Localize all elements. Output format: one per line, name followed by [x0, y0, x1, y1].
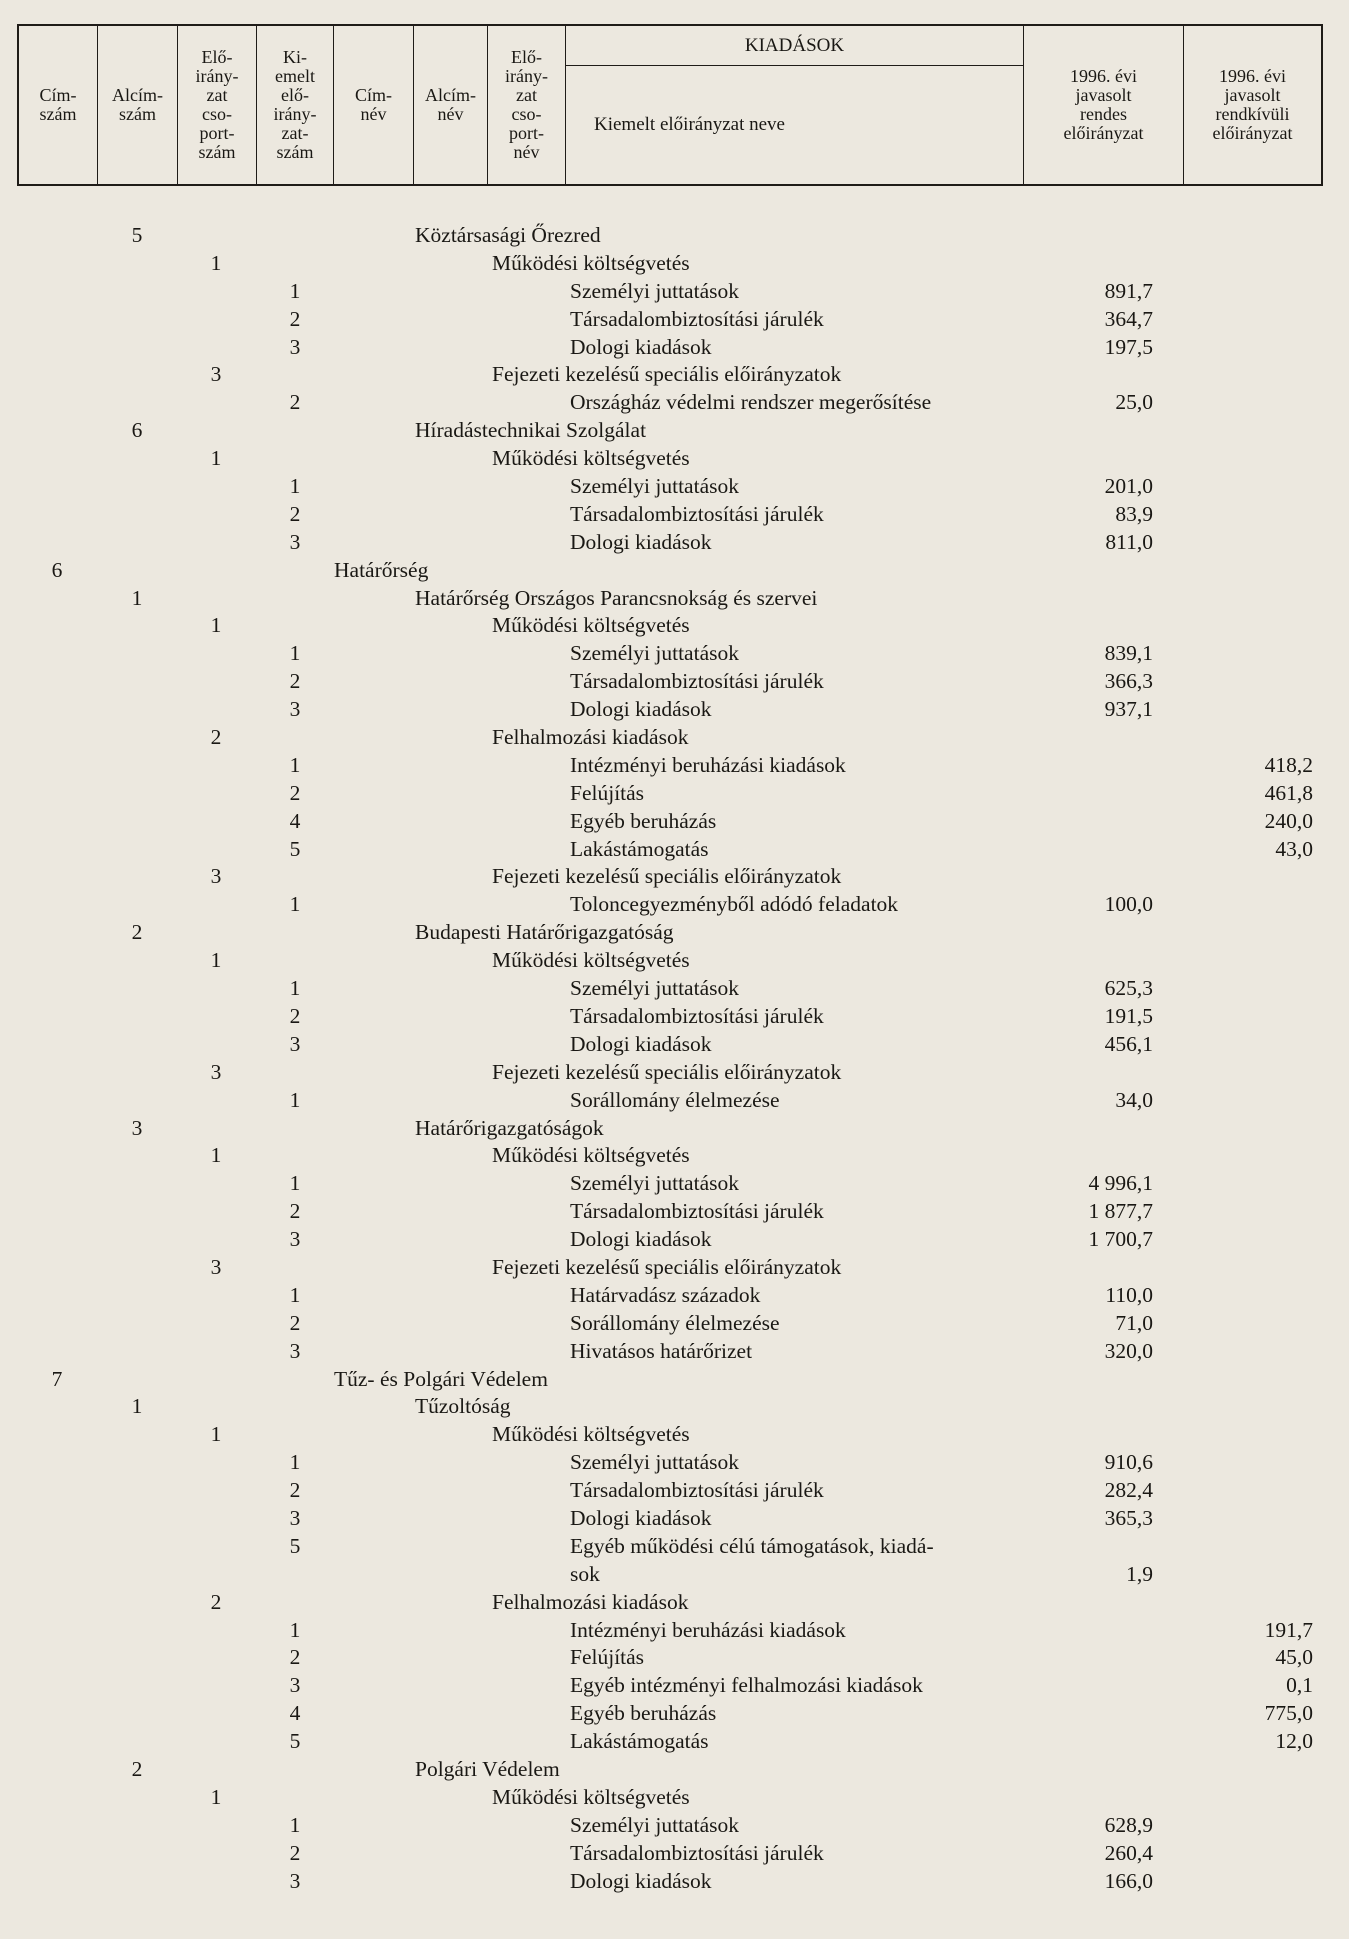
row-code: 1 [210, 613, 222, 638]
table-row [0, 417, 1349, 445]
table-row [0, 445, 1349, 473]
row-rendes-value: 71,0 [1115, 1310, 1153, 1335]
row-rendes-value: 365,3 [1104, 1505, 1153, 1530]
row-name: Fejezeti kezelésű speciális előirányzatok [492, 1254, 842, 1279]
table-row [0, 891, 1349, 919]
row-rendes-value: 282,4 [1104, 1478, 1153, 1503]
table-row [0, 529, 1349, 557]
header-kiemelt-eloiranyzat-szam-label: Ki- emelt elő- irány- zat- szám [273, 47, 317, 162]
table-row [0, 1477, 1349, 1505]
row-name: Felhalmozási kiadások [492, 725, 689, 750]
row-name: Országház védelmi rendszer megerősítése [570, 390, 932, 415]
row-code: 1 [210, 446, 222, 471]
row-code: 2 [289, 1003, 301, 1028]
row-code: 3 [289, 529, 301, 554]
row-code: 1 [289, 892, 301, 917]
row-name: Határőrség [334, 557, 429, 582]
table-row [0, 696, 1349, 724]
header-rendes-label: 1996. évi javasolt rendes előirányzat [1063, 66, 1144, 143]
row-code: 5 [289, 1729, 301, 1754]
header-cimnev-label: Cím- név [354, 85, 392, 124]
row-name: Sorállomány élelmezése [570, 1087, 780, 1112]
header-cimnev [334, 26, 414, 184]
row-code: 2 [289, 1840, 301, 1865]
table-row [0, 222, 1349, 250]
row-rendes-value: 110,0 [1105, 1282, 1153, 1307]
table-row [0, 752, 1349, 780]
row-name: Lakástámogatás [570, 836, 709, 861]
row-code: 2 [289, 306, 301, 331]
row-name: Egyéb intézményi felhalmozási kiadások [570, 1673, 923, 1698]
row-code: 1 [210, 948, 222, 973]
row-code: 3 [289, 1868, 301, 1893]
row-rendes-value: 937,1 [1104, 697, 1153, 722]
table-row [0, 1142, 1349, 1170]
row-name: Személyi juttatások [570, 641, 739, 666]
table-row [0, 1756, 1349, 1784]
table-row [0, 1254, 1349, 1282]
row-code: 3 [210, 1254, 222, 1279]
row-name: Budapesti Határőrigazgatóság [415, 920, 674, 945]
table-row [0, 780, 1349, 808]
table-row [0, 1282, 1349, 1310]
row-name: Társadalombiztosítási járulék [570, 1199, 824, 1224]
row-rendes-value: 100,0 [1104, 892, 1153, 917]
table-row [0, 724, 1349, 752]
table-row [0, 1868, 1349, 1896]
header-eloiranyzat-csoport-szam-label: Elő- irány- zat cso- port- szám [195, 47, 239, 162]
row-code: 5 [289, 836, 301, 861]
row-rendkivuli-value: 418,2 [1264, 752, 1313, 777]
row-code: 1 [210, 1143, 222, 1168]
row-name: Személyi juttatások [570, 474, 739, 499]
row-name: Társadalombiztosítási járulék [570, 306, 824, 331]
table-row [0, 1644, 1349, 1672]
row-code: 7 [51, 1366, 63, 1391]
header-eloiranyzat-csoport-nev-label: Elő- irány- zat cso- port- név [505, 47, 548, 162]
row-rendes-value: 1 700,7 [1088, 1227, 1153, 1252]
row-rendes-value: 456,1 [1104, 1031, 1153, 1056]
row-code: 3 [131, 1115, 143, 1140]
row-rendes-value: 25,0 [1115, 390, 1153, 415]
row-name: Tűz- és Polgári Védelem [334, 1366, 548, 1391]
table-row [0, 1393, 1349, 1421]
row-rendes-value: 364,7 [1104, 306, 1153, 331]
row-name: Fejezeti kezelésű speciális előirányzatok [492, 362, 842, 387]
row-rendes-value: 625,3 [1104, 976, 1153, 1001]
row-name: Fejezeti kezelésű speciális előirányzatok [492, 864, 842, 889]
table-row [0, 640, 1349, 668]
table-row [0, 585, 1349, 613]
row-code: 3 [289, 697, 301, 722]
row-rendkivuli-value: 0,1 [1286, 1673, 1313, 1698]
table-row [0, 557, 1349, 585]
row-code: 2 [289, 1310, 301, 1335]
row-rendes-value: 891,7 [1104, 278, 1153, 303]
row-rendes-value: 83,9 [1115, 501, 1153, 526]
row-code: 3 [210, 1059, 222, 1084]
row-name: Működési költségvetés [492, 250, 690, 275]
table-row [0, 473, 1349, 501]
row-name: Személyi juttatások [570, 1171, 739, 1196]
row-name: Működési költségvetés [492, 446, 690, 471]
table-row [0, 1170, 1349, 1198]
row-code: 1 [131, 1394, 143, 1419]
row-name: Intézményi beruházási kiadások [570, 752, 846, 777]
row-rendkivuli-value: 45,0 [1275, 1645, 1313, 1670]
row-name: Működési költségvetés [492, 613, 690, 638]
table-row [0, 1840, 1349, 1868]
table-row [0, 1449, 1349, 1477]
row-code: 6 [131, 418, 143, 443]
row-code: 2 [289, 1199, 301, 1224]
table-row [0, 361, 1349, 389]
budget-rows [0, 222, 1349, 1895]
row-code: 1 [131, 585, 143, 610]
row-code: 2 [289, 780, 301, 805]
table-row [0, 1784, 1349, 1812]
row-code: 1 [289, 474, 301, 499]
row-code: 2 [210, 1589, 222, 1614]
row-code: 1 [289, 278, 301, 303]
table-row [0, 1700, 1349, 1728]
row-name: Személyi juttatások [570, 1450, 739, 1475]
row-code: 6 [51, 557, 63, 582]
table-row [0, 1505, 1349, 1533]
row-rendes-value: 366,3 [1104, 669, 1153, 694]
row-name: Társadalombiztosítási járulék [570, 1003, 824, 1028]
table-row [0, 1115, 1349, 1143]
table-row [0, 1198, 1349, 1226]
row-name: Felhalmozási kiadások [492, 1589, 689, 1614]
row-rendkivuli-value: 461,8 [1264, 780, 1313, 805]
row-name: Fejezeti kezelésű speciális előirányzatok [492, 1059, 842, 1084]
table-row [0, 612, 1349, 640]
row-name: Tűzoltóság [415, 1394, 511, 1419]
row-rendes-value: 811,0 [1105, 529, 1153, 554]
header-rendkivuli-eloiranyzat [1184, 26, 1321, 184]
row-rendes-value: 1,9 [1126, 1561, 1153, 1586]
row-code: 1 [210, 1784, 222, 1809]
row-rendkivuli-value: 240,0 [1264, 808, 1313, 833]
row-rendkivuli-value: 191,7 [1264, 1617, 1313, 1642]
row-rendes-value: 201,0 [1104, 474, 1153, 499]
header-alcimnev [414, 26, 488, 184]
row-rendes-value: 1 877,7 [1088, 1199, 1153, 1224]
header-kiadasok: KIADÁSOK [566, 26, 1024, 66]
row-rendes-value: 34,0 [1115, 1087, 1153, 1112]
header-cimszam [19, 26, 98, 184]
row-code: 2 [289, 669, 301, 694]
row-name: Dologi kiadások [570, 1031, 712, 1056]
row-code: 5 [131, 223, 143, 247]
row-code: 1 [289, 976, 301, 1001]
row-code: 1 [289, 1617, 301, 1642]
row-rendes-value: 839,1 [1104, 641, 1153, 666]
row-rendes-value: 166,0 [1104, 1868, 1153, 1893]
row-name: Társadalombiztosítási járulék [570, 1478, 824, 1503]
table-row [0, 1310, 1349, 1338]
table-row [0, 1672, 1349, 1700]
row-name: Lakástámogatás [570, 1729, 709, 1754]
row-code: 4 [289, 808, 301, 833]
row-code: 3 [289, 1505, 301, 1530]
table-row [0, 501, 1349, 529]
row-rendkivuli-value: 12,0 [1275, 1729, 1313, 1754]
table-row [0, 1589, 1349, 1617]
row-name: Dologi kiadások [570, 1227, 712, 1252]
table-row [0, 1728, 1349, 1756]
row-name: Toloncegyezményből adódó feladatok [570, 892, 899, 917]
table-row [0, 306, 1349, 334]
header-alcimszam [98, 26, 178, 184]
table-row [0, 278, 1349, 306]
table-row [0, 1003, 1349, 1031]
row-code: 1 [289, 1282, 301, 1307]
row-rendes-value: 320,0 [1104, 1338, 1153, 1363]
table-row [0, 1533, 1349, 1589]
row-code: 3 [289, 1673, 301, 1698]
table-header [17, 24, 1323, 186]
table-row [0, 836, 1349, 864]
table-row [0, 947, 1349, 975]
table-row [0, 808, 1349, 836]
row-name: Híradástechnikai Szolgálat [415, 418, 647, 443]
row-code: 1 [289, 1812, 301, 1837]
row-rendkivuli-value: 43,0 [1275, 836, 1313, 861]
row-name: Egyéb működési célú támogatások, kiadá- sok [570, 1533, 934, 1586]
row-name: Társadalombiztosítási járulék [570, 501, 824, 526]
header-kiemelt-eloiranyzat-neve: Kiemelt előirányzat neve [566, 66, 1024, 184]
row-code: 2 [210, 725, 222, 750]
table-row [0, 919, 1349, 947]
row-name: Határvadász századok [570, 1282, 761, 1307]
row-name: Polgári Védelem [415, 1757, 560, 1781]
table-row [0, 1031, 1349, 1059]
row-code: 3 [289, 1031, 301, 1056]
row-name: Társadalombiztosítási járulék [570, 1840, 824, 1865]
row-name: Egyéb beruházás [570, 1701, 717, 1726]
header-rendes-eloiranyzat [1024, 26, 1184, 184]
row-name: Dologi kiadások [570, 697, 712, 722]
row-code: 1 [289, 641, 301, 666]
row-code: 1 [289, 752, 301, 777]
row-name: Sorállomány élelmezése [570, 1310, 780, 1335]
row-rendes-value: 628,9 [1104, 1812, 1153, 1837]
row-name: Dologi kiadások [570, 1505, 712, 1530]
row-code: 3 [210, 362, 222, 387]
table-row [0, 334, 1349, 362]
row-name: Működési költségvetés [492, 948, 690, 973]
row-code: 3 [289, 1227, 301, 1252]
row-code: 2 [131, 1757, 143, 1781]
table-row [0, 1226, 1349, 1254]
row-code: 2 [289, 501, 301, 526]
row-rendes-value: 4 996,1 [1088, 1171, 1153, 1196]
row-name: Személyi juttatások [570, 1812, 739, 1837]
table-row [0, 1366, 1349, 1394]
row-name: Működési költségvetés [492, 1784, 690, 1809]
row-name: Működési költségvetés [492, 1422, 690, 1447]
row-code: 2 [289, 1645, 301, 1670]
row-rendes-value: 191,5 [1104, 1003, 1153, 1028]
row-code: 2 [289, 1478, 301, 1503]
row-name: Működési költségvetés [492, 1143, 690, 1168]
row-name: Társadalombiztosítási járulék [570, 669, 824, 694]
header-eloiranyzat-csoport-szam [178, 26, 257, 184]
table-row [0, 1617, 1349, 1645]
row-rendes-value: 260,4 [1104, 1840, 1153, 1865]
row-name: Határőrigazgatóságok [415, 1115, 604, 1140]
row-code: 4 [289, 1701, 301, 1726]
row-code: 3 [289, 334, 301, 359]
table-row [0, 1059, 1349, 1087]
row-rendes-value: 197,5 [1104, 334, 1153, 359]
row-name: Felújítás [570, 780, 645, 805]
row-name: Felújítás [570, 1645, 645, 1670]
table-row [0, 975, 1349, 1003]
table-row [0, 1338, 1349, 1366]
table-row [0, 250, 1349, 278]
header-cimszam-label: Cím- szám [39, 85, 77, 124]
header-eloiranyzat-csoport-nev [488, 26, 566, 184]
row-name: Dologi kiadások [570, 334, 712, 359]
row-code: 5 [289, 1533, 301, 1558]
row-rendes-value: 910,6 [1104, 1450, 1153, 1475]
header-alcimnev-label: Alcím- név [425, 85, 476, 124]
header-rendkivuli-label: 1996. évi javasolt rendkívüli előirányzat [1212, 66, 1293, 143]
row-name: Dologi kiadások [570, 1868, 712, 1893]
header-alcimszam-label: Alcím- szám [112, 85, 163, 124]
row-name: Egyéb beruházás [570, 808, 717, 833]
row-code: 1 [210, 250, 222, 275]
row-name: Személyi juttatások [570, 278, 739, 303]
row-code: 1 [289, 1171, 301, 1196]
row-code: 2 [289, 390, 301, 415]
table-row [0, 668, 1349, 696]
row-code: 3 [289, 1338, 301, 1363]
table-row [0, 1087, 1349, 1115]
row-code: 1 [210, 1422, 222, 1447]
table-row [0, 863, 1349, 891]
row-name: Intézményi beruházási kiadások [570, 1617, 846, 1642]
header-kiemelt-eloiranyzat-szam [257, 26, 334, 184]
row-code: 3 [210, 864, 222, 889]
row-name: Köztársasági Őrezred [415, 223, 601, 247]
row-code: 2 [131, 920, 143, 945]
row-code: 1 [289, 1087, 301, 1112]
row-name: Határőrség Országos Parancsnokság és szervei [415, 585, 818, 610]
row-name: Személyi juttatások [570, 976, 739, 1001]
row-name: Dologi kiadások [570, 529, 712, 554]
row-code: 1 [289, 1450, 301, 1475]
table-row [0, 1812, 1349, 1840]
row-name: Hivatásos határőrizet [570, 1338, 753, 1363]
table-row [0, 389, 1349, 417]
row-rendkivuli-value: 775,0 [1264, 1701, 1313, 1726]
table-row [0, 1421, 1349, 1449]
